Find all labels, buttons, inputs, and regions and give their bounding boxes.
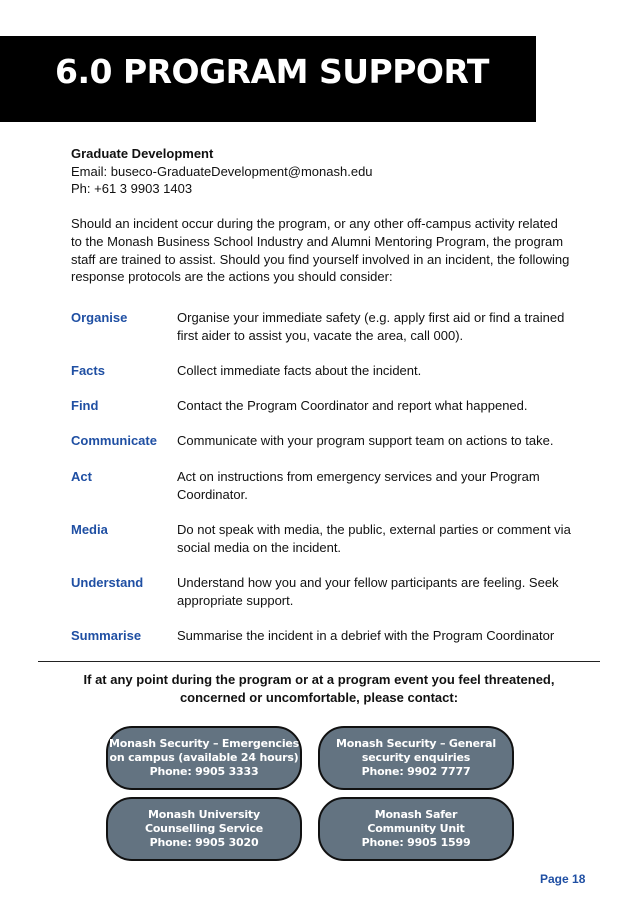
contact-card-security-emergencies	[106, 726, 302, 790]
contact-card-safer-community	[318, 797, 514, 861]
card-subtitle: security enquiries	[361, 751, 471, 764]
card-phone: Phone: 9902 7777	[361, 765, 471, 778]
contact-email: Email: buseco-GraduateDevelopment@monash.edu	[71, 163, 373, 179]
action-term: Summarise	[71, 628, 142, 643]
action-term: Understand	[71, 575, 144, 590]
intro-paragraph: Should an incident occur during the program, or any other off-campus activity related to the Monash Business School Industry and Alumni Mentoring Program, the program staff are trained to assist. Should you find yourself involved in an incident, the following response protocols are the actions you should consider:	[71, 216, 570, 285]
action-term: Act	[71, 469, 92, 484]
page-number: Page 18	[540, 872, 586, 886]
card-title: Monash Safer	[374, 808, 458, 821]
action-term: Media	[71, 522, 108, 537]
card-phone: Phone: 9905 1599	[361, 836, 471, 849]
action-description: Do not speak with media, the public, external parties or comment via social media on the incident.	[177, 522, 571, 555]
contact-name: Graduate Development	[71, 146, 214, 161]
contact-card-security-general	[318, 726, 514, 790]
contact-block	[71, 145, 373, 198]
action-description: Act on instructions from emergency services and your Program Coordinator.	[177, 469, 540, 502]
action-description: Collect immediate facts about the incident.	[177, 363, 422, 378]
action-term: Facts	[71, 363, 105, 378]
action-term: Communicate	[71, 433, 157, 448]
contact-card-counselling	[106, 797, 302, 861]
card-phone: Phone: 9905 3020	[149, 836, 259, 849]
action-description: Contact the Program Coordinator and report what happened.	[177, 398, 528, 413]
card-title: Monash Security – General	[336, 737, 496, 750]
contact-notice: If at any point during the program or at a program event you feel threatened, concerned or uncomfortable, please contact:	[83, 672, 555, 705]
section-divider	[38, 661, 600, 662]
card-title: Monash University	[148, 808, 260, 821]
action-description: Organise your immediate safety (e.g. apply first aid or find a trained first aider to assist you, vacate the area, call 000).	[177, 310, 565, 343]
card-subtitle: on campus (available 24 hours)	[109, 751, 299, 764]
action-description: Understand how you and your fellow participants are feeling. Seek appropriate support.	[177, 575, 559, 608]
card-subtitle: Counselling Service	[144, 822, 264, 835]
action-description: Communicate with your program support team on actions to take.	[177, 433, 554, 448]
card-subtitle: Community Unit	[367, 822, 465, 835]
card-title: Monash Security – Emergencies	[108, 737, 299, 750]
page-title: 6.0 PROGRAM SUPPORT	[55, 52, 489, 91]
action-term: Organise	[71, 310, 128, 325]
contact-phone: Ph: +61 3 9903 1403	[71, 181, 193, 196]
card-phone: Phone: 9905 3333	[149, 765, 259, 778]
action-description: Summarise the incident in a debrief with the Program Coordinator	[177, 628, 555, 643]
action-term: Find	[71, 398, 99, 413]
